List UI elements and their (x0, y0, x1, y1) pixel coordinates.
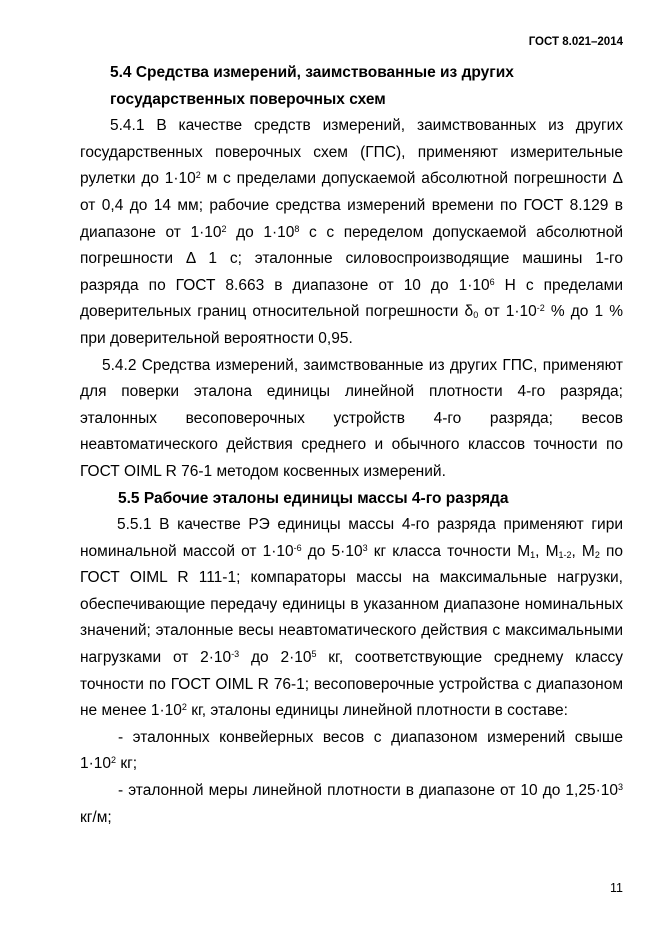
paragraph-5-4-1: 5.4.1 В качестве средств измерений, заимствованных из других государственных поверочных схем (ГПС), применяют измерительные рулетки до $1\cdot 10^2$ м с пределами допускаемой абсолютной погрешности Δ от 0,4 до 14 мм; рабочие средства измерений времени по ГОСТ 8.129 в диапазоне от $1\cdot 10^2$ до $1\cdot 10^8$ с с переделом допускаемой абсолютной погрешности Δ 1 с; эталонные силовоспроизводящие машины 1-го разряда по ГОСТ 8.663 в диапазоне от 10 до $1\cdot 10^6$ Н с пределами доверительных границ относительной погрешности $\delta_0$ от $1\cdot 10^{-2}$ % до 1 % при доверительной вероятности 0,95. (80, 117, 623, 347)
document-header: ГОСТ 8.021–2014 (528, 36, 623, 48)
section-heading-5-4: 5.4 Средства измерений, заимствованные из других государственных поверочных схем (110, 64, 514, 108)
document-body (80, 60, 623, 831)
page-number: 11 (610, 881, 623, 895)
list-item-linear-density-measure: - эталонной меры линейной плотности в диапазоне от 10 до $1,25\cdot 10^3$ кг/м; (80, 782, 623, 826)
paragraph-5-4-2: 5.4.2 Средства измерений, заимствованные из других ГПС, применяют для поверки эталона единицы линейной плотности 4-го разряда; эталонных весоповерочных устройств 4-го разряда; весов неавтоматического действия среднего и обычного классов точности по ГОСТ OIML R 76-1 методом косвенных измерений. (80, 356, 623, 480)
section-heading-5-5: 5.5 Рабочие эталоны единицы массы 4-го разряда (118, 489, 509, 507)
list-item-conveyor-scales: - эталонных конвейерных весов с диапазоном измерений свыше $1\cdot 10^2$ кг; (80, 728, 623, 773)
paragraph-5-5-1: 5.5.1 В качестве РЭ единицы массы 4-го разряда применяют гири номинальной массой от $1\cdot 10^{-6}$ до $5\cdot 10^3$ кг класса точности $M_1$, $M_{1-2}$, $M_2$ по ГОСТ OIML R 111-1; компараторы массы на максимальные нагрузки, обеспечивающие передачу единицы в указанном диапазоне номинальных значений; эталонные весы неавтоматического действия с максимальными нагрузками от $2\cdot 10^{-3}$ до $2\cdot 10^5$ кг, соответствующие среднему классу точности по ГОСТ OIML R 76-1; весоповерочные устройства с диапазоном не менее $1\cdot 10^2$ кг, эталоны единицы линейной плотности в составе: (80, 516, 623, 720)
